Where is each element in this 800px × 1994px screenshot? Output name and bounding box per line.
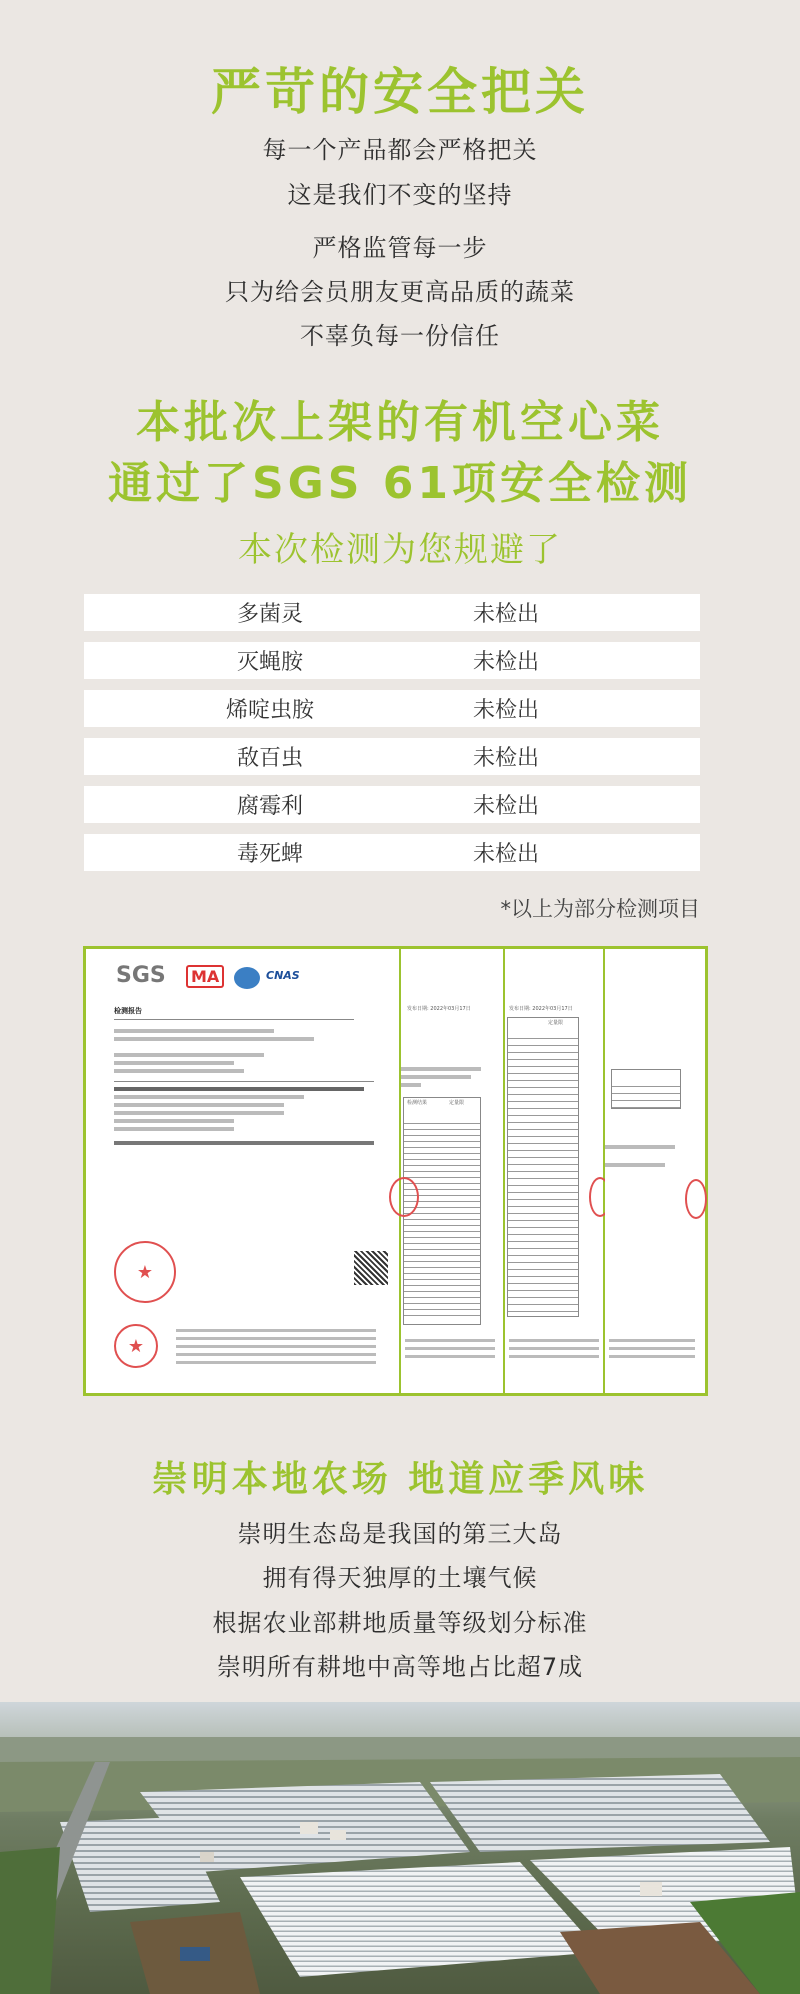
test-row [84,594,700,631]
test-result: 未检出 [472,698,539,723]
farm-line-1: 崇明生态岛是我国的第三大岛 [237,1520,563,1548]
certificate-page-4 [605,949,705,1393]
results-table [507,1017,579,1317]
test-item: 毒死蜱 [236,842,303,867]
certificate-page-2 [401,949,505,1393]
page-3-date: 发布日期: 2022年03月17日 [509,1006,573,1012]
results-table [611,1069,681,1109]
ma-logo: MA [186,965,224,988]
report-title: 检测报告 [114,1007,142,1015]
test-item: 腐霉利 [236,794,303,819]
test-row [84,738,700,775]
test-item: 烯啶虫胺 [225,698,314,723]
result-header: 检测结果 [407,1100,428,1106]
test-result: 未检出 [472,650,539,675]
certificate-page-1 [86,949,401,1393]
red-seal-icon: ★ [114,1241,176,1303]
test-row [84,642,700,679]
test-row [84,834,700,871]
intro-line-3: 严格监管每一步 [312,234,488,262]
test-headline-line-2: 通过了SGS 61项安全检测 [107,458,693,509]
partial-items-note: *以上为部分检测项目 [500,897,700,921]
farm-line-2: 拥有得天独厚的土壤气候 [262,1564,538,1592]
test-result: 未检出 [472,842,539,867]
test-subtitle: 本次检测为您规避了 [238,530,562,570]
intro-line-4: 只为给会员朋友更高品质的蔬菜 [225,278,575,306]
intro-line-1: 每一个产品都会严格把关 [262,136,538,164]
limit-header: 定量限 [449,1100,465,1106]
ilac-logo [234,967,260,989]
intro-line-2: 这是我们不变的坚持 [287,181,513,209]
red-seal-icon: ★ [114,1324,158,1368]
certificate-page-3 [505,949,605,1393]
test-item: 灭蝇胺 [236,650,303,675]
farm-aerial-photo [0,1702,800,1994]
sgs-certificate-image [83,946,708,1396]
farm-aerial-illustration [0,1702,800,1994]
test-item: 敌百虫 [236,746,303,771]
red-seal-icon [389,1177,419,1217]
test-item: 多菌灵 [236,602,303,627]
limit-header: 定量限 [548,1020,564,1026]
intro-line-5: 不辜负每一份信任 [300,322,500,350]
test-row [84,690,700,727]
test-result: 未检出 [472,746,539,771]
page-2-date: 发布日期: 2022年03月17日 [407,1006,471,1012]
cnas-logo: CNAS [266,969,300,982]
sgs-logo: SGS [116,963,166,988]
test-headline-line-1: 本批次上架的有机空心菜 [136,397,664,448]
farm-section-title: 崇明本地农场 地道应季风味 [151,1459,649,1500]
test-row [84,786,700,823]
test-result: 未检出 [472,794,539,819]
test-result: 未检出 [472,602,539,627]
qr-code-icon [354,1251,388,1285]
farm-line-4: 崇明所有耕地中高等地占比超7成 [216,1653,584,1681]
red-seal-icon [685,1179,707,1219]
section-title-safety: 严苛的安全把关 [211,63,589,121]
farm-line-3: 根据农业部耕地质量等级划分标准 [212,1609,588,1637]
